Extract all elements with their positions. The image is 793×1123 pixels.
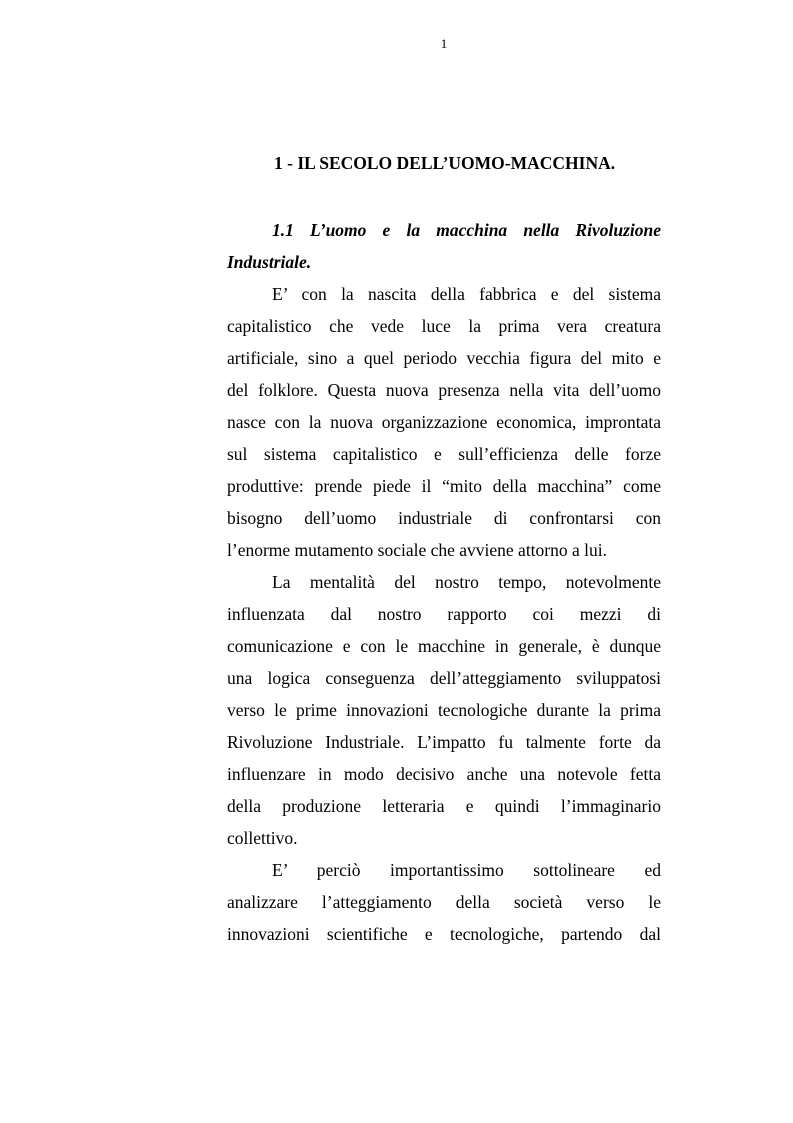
text-line: collettivo. [227,828,298,848]
text-line: artificiale, sino a quel periodo vecchia figura del mito e [227,348,661,368]
text-line: della produzione letteraria e quindi l’immaginario [227,796,661,816]
text-line: bisogno dell’uomo industriale di confrontarsi con [227,508,661,528]
paragraph-1 [227,278,661,566]
text-line: innovazioni scientifiche e tecnologiche, partendo dal [227,924,661,944]
text-line: E’ perciò importantissimo sottolineare ed [272,860,661,880]
text-line: influenzare in modo decisivo anche una notevole fetta [227,764,661,784]
paragraph-3 [227,854,661,950]
text-line: del folklore. Questa nuova presenza nella vita dell’uomo [227,380,661,400]
text-line: Rivoluzione Industriale. L’impatto fu talmente forte da [227,732,661,752]
text-line: verso le prime innovazioni tecnologiche durante la prima [227,700,661,720]
text-line: La mentalità del nostro tempo, notevolmente [272,572,661,592]
text-line: comunicazione e con le macchine in generale, è dunque [227,636,661,656]
text-line: l’enorme mutamento sociale che avviene attorno a lui. [227,540,607,560]
text-line: capitalistico che vede luce la prima vera creatura [227,316,661,336]
text-line: influenzata dal nostro rapporto coi mezzi di [227,604,661,624]
paragraph-2 [227,566,661,854]
text-line: analizzare l’atteggiamento della società verso le [227,892,661,912]
page-number: 1 [440,36,448,51]
section-title-line: 1.1 L’uomo e la macchina nella Rivoluzione [272,220,661,240]
text-line: sul sistema capitalistico e sull’efficienza delle forze [227,444,661,464]
text-line: nasce con la nuova organizzazione economica, improntata [227,412,661,432]
section-title [227,214,661,278]
document-body [227,214,661,950]
text-line: produttive: prende piede il “mito della macchina” come [227,476,661,496]
text-line: E’ con la nascita della fabbrica e del sistema [272,284,661,304]
section-title-line: Industriale. [227,252,312,272]
text-line: una logica conseguenza dell’atteggiamento sviluppatosi [227,668,661,688]
chapter-title: 1 - IL SECOLO DELL’UOMO-MACCHINA. [274,153,616,173]
